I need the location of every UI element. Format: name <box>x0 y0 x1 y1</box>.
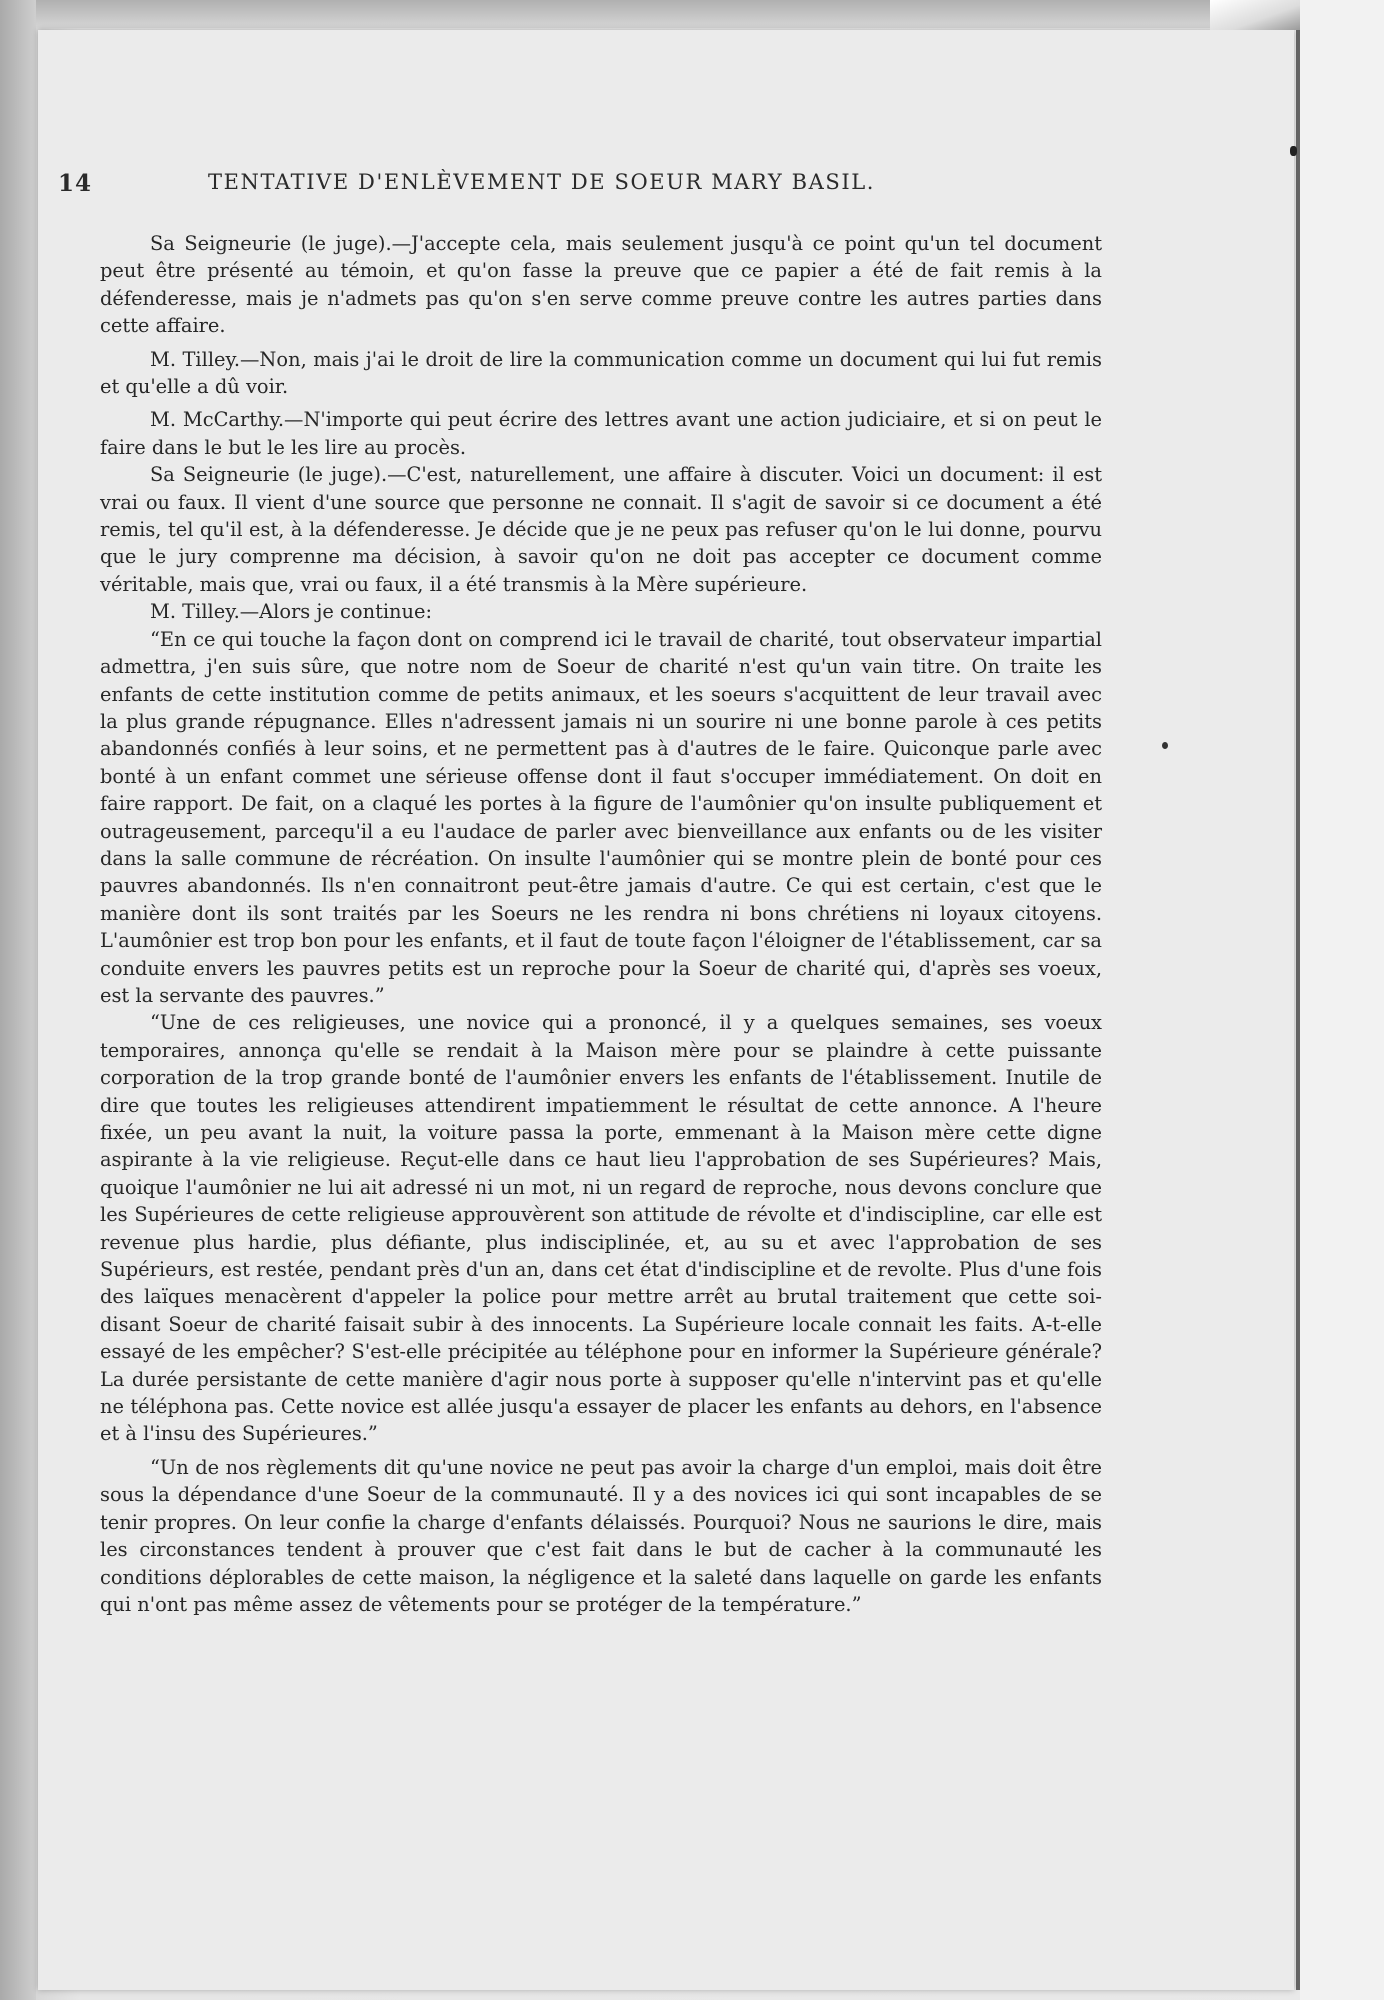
paragraph-tilley-1: M. Tilley.—Non, mais j'ai le droit de lire la communication comme un document qui lui fut remis et qu'elle a dû voir. <box>100 347 1102 399</box>
page-body-text <box>100 230 1102 1618</box>
scan-top-edge <box>0 0 1384 28</box>
page-right-edge-rule <box>1296 30 1300 1990</box>
paragraph-letter-2: “Une de ces religieuses, une novice qui a prononcé, il y a quelques semaines, ses voeux temporaires, annonça qu'elle se rendait à la Maison mère pour se plaindre à cette puissante corporation de la trop grande bonté de l'aumônier envers les enfants de l'établissement. Inutile de dire que toutes les religieuses attendirent impatiemment le résultat de cette annonce. A l'heure fixée, un peu avant la nuit, la voiture passa la porte, emmenant à la Maison mère cette digne aspirante à la vie religieuse. Reçut-elle dans ce haut lieu l'approbation de ses Supérieures? Mais, quoique l'aumônier ne lui ait adressé ni un mot, ni un regard de reproche, nous devons conclure que les Supérieures de cette religieuse approuvèrent son attitude de révolte et d'indiscipline, car elle est revenue plus hardie, plus défiante, plus indisciplinée, et, au su et avec l'approbation de ses Supérieurs, est restée, pendant près d'un an, dans cet état d'indiscipline et de revolte. Plus d'une fois des laïques menacèrent d'appeler la police pour mettre arrêt au brutal traitement que cette soi-disant Soeur de charité faisait subir à des innocents. La Supérieure locale connait les faits. A-t-elle essayé de les empêcher? S'est-elle précipitée au téléphone pour en informer la Supérieure générale? La durée persistante de cette manière d'agir nous porte à supposer qu'elle n'intervint pas et qu'elle ne téléphona pas. Cette novice est allée jusqu'a essayer de placer les enfants au dehors, en l'absence et à l'insu des Supérieures.” <box>100 1011 1102 1446</box>
running-title: TENTATIVE D'ENLÈVEMENT DE SOEUR MARY BASIL. <box>208 170 876 194</box>
ink-speck <box>1290 146 1297 156</box>
paragraph-judge-2: Sa Seigneurie (le juge).—C'est, naturellement, une affaire à discuter. Voici un document: il est vrai ou faux. Il vient d'une source que personne ne connait. Il s'agit de savoir si ce document a été remis, tel qu'il est, à la défenderesse. Je décide que je ne peux pas refuser qu'on le lui donne, pourvu que le jury comprenne ma décision, à savoir qu'on ne doit pas accepter ce document comme véritable, mais que, vrai ou faux, il a été transmis à la Mère supérieure. <box>100 463 1102 596</box>
page-header <box>58 170 1178 210</box>
paragraph-letter-3: “Un de nos règlements dit qu'une novice ne peut pas avoir la charge d'un emploi, mais doit être sous la dépendance d'une Soeur de la communauté. Il y a des novices ici qui sont incapables de se tenir propres. On leur confie la charge d'enfants délaissés. Pourquoi? Nous ne saurions le dire, mais les circonstances tendent à prouver que c'est fait dans le but de cacher à la communauté les conditions déplorables de cette maison, la négligence et la saleté dans laquelle on garde les enfants qui n'ont pas même assez de vêtements pour se protéger de la température.” <box>100 1455 1102 1616</box>
paragraph-tilley-2: M. Tilley.—Alors je continue: <box>150 600 433 624</box>
paragraph-letter-1: “En ce qui touche la façon dont on comprend ici le travail de charité, tout observateur impartial admettra, j'en suis sûre, que notre nom de Soeur de charité n'est qu'un vain titre. On traite les enfants de cette institution comme de petits animaux, et les soeurs s'acquittent de leur travail avec la plus grande répugnance. Elles n'adressent jamais ni un sourire ni une bonne parole à ces petits abandonnés confiés à leur soins, et ne permettent pas à d'autres de le faire. Quiconque parle avec bonté à un enfant commet une sérieuse offense dont il faut s'occuper immédiatement. On doit en faire rapport. De fait, on a claqué les portes à la figure de l'aumônier qu'on insulte publiquement et outrageusement, parcequ'il a eu l'audace de parler avec bienveillance aux enfants ou de les visiter dans la salle commune de récréation. On insulte l'aumônier qui se montre plein de bonté pour ces pauvres abandonnés. Ils n'en connaitront peut-être jamais d'autre. Ce qui est certain, c'est que le manière dont ils sont traités par les Soeurs ne les rendra ni bons chrétiens ni loyaux citoyens. L'aumônier est trop bon pour les enfants, et il faut de toute façon l'éloigner de l'établissement, car sa conduite envers les pauvres petits est un reproche pour la Soeur de charité qui, d'après ses voeux, est la servante des pauvres.” <box>100 627 1102 1007</box>
page-corner-fold <box>1210 0 1300 30</box>
scan-left-edge <box>0 0 36 2000</box>
paragraph-mccarthy: M. McCarthy.—N'importe qui peut écrire des lettres avant une action judiciaire, et si on peut le faire dans le but le les lire au procès. <box>100 408 1102 459</box>
paragraph-judge-1: Sa Seigneurie (le juge).—J'accepte cela, mais seulement jusqu'à ce point qu'un tel document peut être présenté au témoin, et qu'on fasse la preuve que ce papier a été de fait remis à la défenderesse, mais je n'admets pas qu'on s'en serve comme preuve contre les autres parties dans cette affaire. <box>100 232 1102 338</box>
ink-speck <box>1162 742 1168 749</box>
scan-right-margin <box>1300 0 1384 2000</box>
page-number: 14 <box>58 170 93 197</box>
